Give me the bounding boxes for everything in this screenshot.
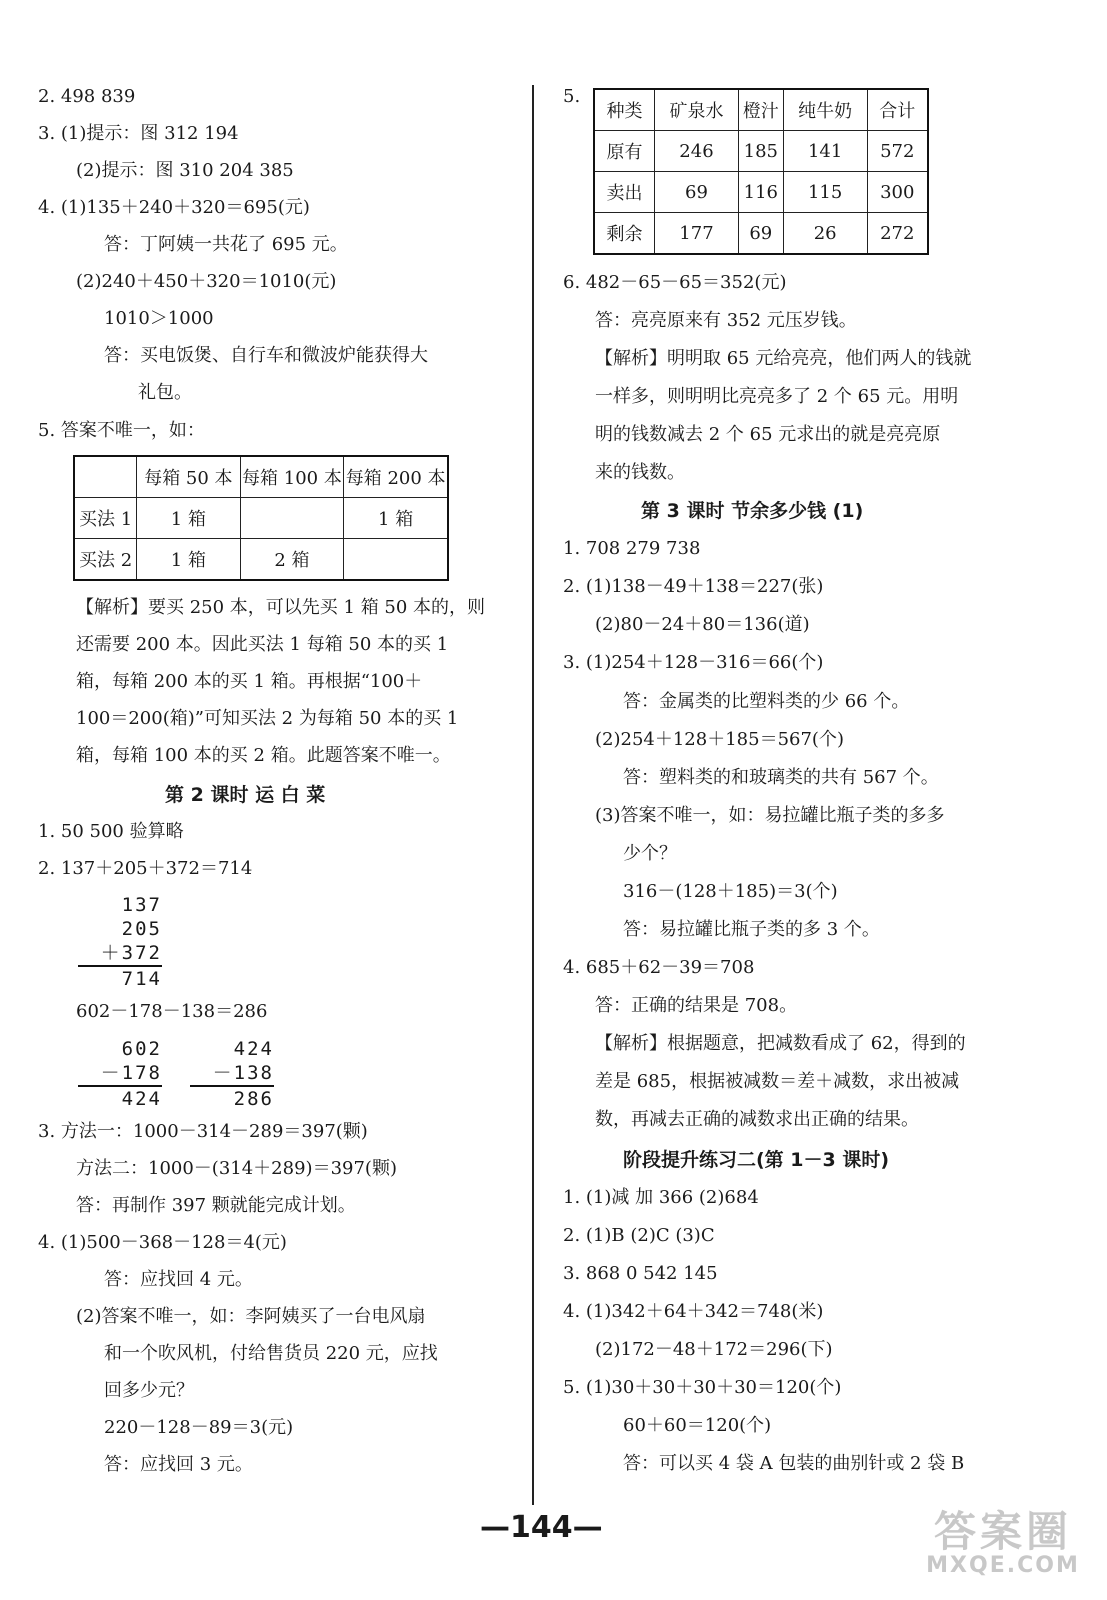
table-cell: 每箱 50 本 bbox=[137, 456, 240, 498]
table-cell: 185 bbox=[738, 131, 783, 172]
answer-line: 2. 137＋205＋372＝714 bbox=[38, 858, 253, 879]
vertical-row: 424 bbox=[233, 1038, 274, 1060]
answer-line: 4. (1)500－368－128＝4(元) bbox=[38, 1232, 287, 1253]
table-cell: 177 bbox=[655, 213, 739, 255]
vertical-result: 424 bbox=[78, 1085, 162, 1111]
analysis-line: 100＝200(箱)”可知买法 2 为每箱 50 本的买 1 bbox=[76, 708, 459, 729]
table-cell: 1 箱 bbox=[137, 539, 240, 581]
vertical-row: 602 bbox=[121, 1038, 162, 1060]
column-divider bbox=[532, 85, 534, 1505]
answer-line: (2)172－48＋172＝296(下) bbox=[595, 1339, 833, 1360]
table-cell bbox=[344, 539, 448, 581]
answer-line: 60＋60＝120(个) bbox=[623, 1415, 772, 1436]
vertical-addition bbox=[78, 893, 162, 991]
table-cell: 剩余 bbox=[594, 213, 655, 255]
table-cell: 每箱 100 本 bbox=[240, 456, 344, 498]
drinks-table bbox=[593, 88, 929, 255]
answer-line: 礼包。 bbox=[138, 382, 192, 403]
answer-line: 答：可以买 4 袋 A 包装的曲别针或 2 袋 B bbox=[623, 1453, 965, 1474]
table-cell: 272 bbox=[867, 213, 928, 255]
analysis-line: 【解析】根据题意，把减数看成了 62，得到的 bbox=[595, 1033, 966, 1054]
answer-line: 4. 685＋62－39＝708 bbox=[563, 957, 755, 978]
analysis-line: 【解析】明明取 65 元给亮亮，他们两人的钱就 bbox=[595, 348, 972, 369]
table-cell: 115 bbox=[783, 172, 867, 213]
answer-line: 6. 482－65－65＝352(元) bbox=[563, 272, 787, 293]
answer-line: 1. 50 500 验算略 bbox=[38, 821, 184, 842]
question-number: 5. bbox=[563, 86, 581, 107]
table-cell: 纯牛奶 bbox=[783, 89, 867, 131]
watermark-logo bbox=[913, 1507, 1093, 1580]
answer-line: 少个？ bbox=[623, 843, 677, 864]
table-cell: 26 bbox=[783, 213, 867, 255]
analysis-line: 来的钱数。 bbox=[595, 462, 685, 483]
answer-line: 答：丁阿姨一共花了 695 元。 bbox=[104, 234, 348, 255]
answer-line: (2)80－24＋80＝136(道) bbox=[595, 614, 810, 635]
answer-line: 答：亮亮原来有 352 元压岁钱。 bbox=[595, 310, 857, 331]
table-cell: 2 箱 bbox=[240, 539, 344, 581]
table-cell: 矿泉水 bbox=[655, 89, 739, 131]
answer-line: 和一个吹风机，付给售货员 220 元，应找 bbox=[104, 1343, 438, 1364]
section-heading: 阶段提升练习二(第 1－3 课时) bbox=[623, 1149, 890, 1171]
table-cell: 卖出 bbox=[594, 172, 655, 213]
answer-line: (2)254＋128＋185＝567(个) bbox=[595, 729, 844, 750]
answer-line: 602－178－138＝286 bbox=[76, 1001, 268, 1022]
watermark-text: 答案圈 bbox=[933, 1507, 1072, 1556]
answer-line: 答：应找回 3 元。 bbox=[104, 1454, 253, 1475]
table-cell bbox=[74, 456, 137, 498]
table-cell: 买法 1 bbox=[74, 498, 137, 539]
answer-line: 3. (1)254＋128－316＝66(个) bbox=[563, 652, 824, 673]
table-cell: 246 bbox=[655, 131, 739, 172]
analysis-line: 数，再减去正确的减数求出正确的结果。 bbox=[595, 1109, 919, 1130]
answer-line: 方法二：1000－(314＋289)＝397(颗) bbox=[76, 1158, 397, 1179]
answer-line: 答：金属类的比塑料类的少 66 个。 bbox=[623, 691, 910, 712]
analysis-line: 差是 685，根据被减数＝差＋减数，求出被减 bbox=[595, 1071, 960, 1092]
table-cell: 300 bbox=[867, 172, 928, 213]
table-cell: 1 箱 bbox=[137, 498, 240, 539]
answer-line: 3. 868 0 542 145 bbox=[563, 1263, 718, 1284]
section-heading: 第 3 课时 节余多少钱 (1) bbox=[641, 500, 864, 522]
vertical-row: 205 bbox=[121, 918, 162, 940]
answer-line: 3. (1)提示：图 312 194 bbox=[38, 123, 239, 144]
analysis-line: 还需要 200 本。因此买法 1 每箱 50 本的买 1 bbox=[76, 634, 449, 655]
table-cell: 原有 bbox=[594, 131, 655, 172]
answer-line: 2. (1)B (2)C (3)C bbox=[563, 1225, 715, 1246]
vertical-result: 286 bbox=[190, 1085, 274, 1111]
answer-line: 答：应找回 4 元。 bbox=[104, 1269, 253, 1290]
table-cell: 合计 bbox=[867, 89, 928, 131]
vertical-row: 137 bbox=[121, 894, 162, 916]
table-cell: 116 bbox=[738, 172, 783, 213]
vertical-subtraction bbox=[190, 1037, 274, 1111]
vertical-subtraction bbox=[78, 1037, 162, 1111]
answer-line: 答：易拉罐比瓶子类的多 3 个。 bbox=[623, 919, 880, 940]
answer-line: 220－128－89＝3(元) bbox=[104, 1417, 294, 1438]
vertical-row: ＋372 bbox=[100, 942, 162, 964]
answer-line: 答：再制作 397 颗就能完成计划。 bbox=[76, 1195, 356, 1216]
table-cell: 572 bbox=[867, 131, 928, 172]
answer-line: (2)240＋450＋320＝1010(元) bbox=[76, 271, 337, 292]
table-cell: 141 bbox=[783, 131, 867, 172]
vertical-result: 714 bbox=[78, 965, 162, 991]
table-cell: 69 bbox=[738, 213, 783, 255]
analysis-line: 箱，每箱 100 本的买 2 箱。此题答案不唯一。 bbox=[76, 745, 451, 766]
answer-line: 5. 答案不唯一，如： bbox=[38, 420, 205, 441]
table-cell: 橙汁 bbox=[738, 89, 783, 131]
section-heading: 第 2 课时 运 白 菜 bbox=[165, 784, 326, 806]
analysis-line: 一样多，则明明比亮亮多了 2 个 65 元。用明 bbox=[595, 386, 959, 407]
answer-line: 316－(128＋185)＝3(个) bbox=[623, 881, 838, 902]
answer-line: 1. 708 279 738 bbox=[563, 538, 701, 559]
page-number: —144— bbox=[480, 1510, 603, 1545]
table-cell: 买法 2 bbox=[74, 539, 137, 581]
analysis-line: 箱，每箱 200 本的买 1 箱。再根据“100＋ bbox=[76, 671, 423, 692]
answer-line: 2. (1)138－49＋138＝227(张) bbox=[563, 576, 824, 597]
answer-line: (2)提示：图 310 204 385 bbox=[76, 160, 294, 181]
analysis-line: 明的钱数减去 2 个 65 元求出的就是亮亮原 bbox=[595, 424, 941, 445]
analysis-line: 【解析】要买 250 本，可以先买 1 箱 50 本的，则 bbox=[76, 597, 486, 618]
table-cell: 69 bbox=[655, 172, 739, 213]
table-cell bbox=[240, 498, 344, 539]
answer-line: 回多少元？ bbox=[104, 1380, 194, 1401]
answer-line: 答：买电饭煲、自行车和微波炉能获得大 bbox=[104, 345, 428, 366]
answer-line: 1010＞1000 bbox=[104, 308, 214, 329]
answer-line: 答：塑料类的和玻璃类的共有 567 个。 bbox=[623, 767, 939, 788]
answer-line: 4. (1)135＋240＋320＝695(元) bbox=[38, 197, 310, 218]
answer-line: 2. 498 839 bbox=[38, 86, 136, 107]
answer-line: 4. (1)342＋64＋342＝748(米) bbox=[563, 1301, 824, 1322]
watermark-url: MXQE.COM bbox=[926, 1553, 1080, 1578]
vertical-row: －138 bbox=[212, 1062, 274, 1084]
answer-line: 5. (1)30＋30＋30＋30＝120(个) bbox=[563, 1377, 842, 1398]
table-cell: 种类 bbox=[594, 89, 655, 131]
table-cell: 1 箱 bbox=[344, 498, 448, 539]
answer-line: 答：正确的结果是 708。 bbox=[595, 995, 798, 1016]
purchase-table bbox=[73, 455, 449, 581]
answer-line: (2)答案不唯一，如：李阿姨买了一台电风扇 bbox=[76, 1306, 426, 1327]
answer-line: (3)答案不唯一，如：易拉罐比瓶子类的多多 bbox=[595, 805, 945, 826]
answer-line: 1. (1)减 加 366 (2)684 bbox=[563, 1187, 759, 1208]
answer-line: 3. 方法一：1000－314－289＝397(颗) bbox=[38, 1121, 368, 1142]
table-cell: 每箱 200 本 bbox=[344, 456, 448, 498]
vertical-row: －178 bbox=[100, 1062, 162, 1084]
